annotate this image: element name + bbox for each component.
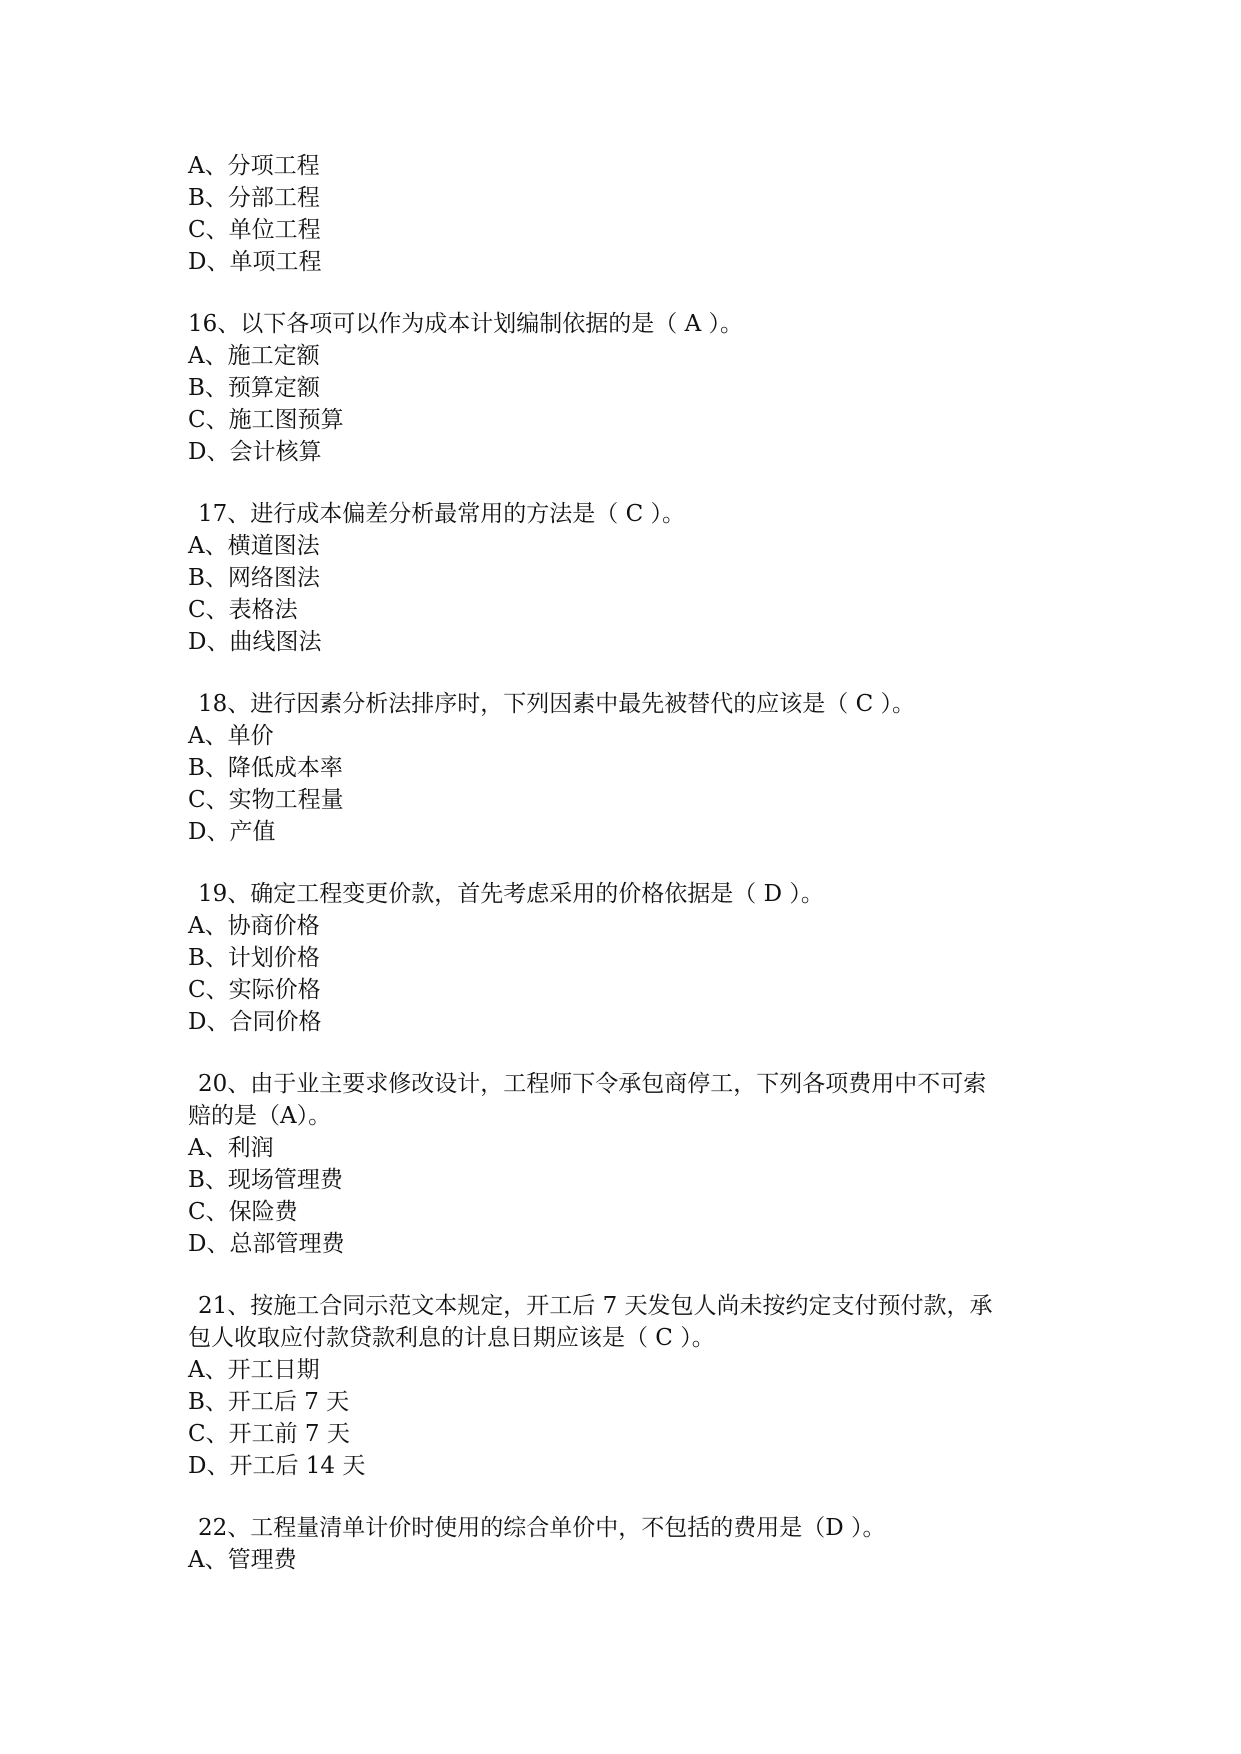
- option-b: B、网络图法: [188, 565, 320, 591]
- option-b: B、分部工程: [188, 185, 320, 211]
- question-block-21: [188, 1290, 1068, 1482]
- option-d: D、开工后 14 天: [188, 1453, 366, 1479]
- option-c: C、保险费: [188, 1199, 298, 1225]
- option-d: D、曲线图法: [188, 629, 322, 655]
- option-b: B、现场管理费: [188, 1167, 343, 1193]
- option-d: D、会计核算: [188, 439, 322, 465]
- option-c: C、实际价格: [188, 977, 321, 1003]
- question-block-17: [188, 498, 1068, 658]
- question-text: 17、进行成本偏差分析最常用的方法是（ C ）。: [198, 501, 685, 527]
- question-text: 16、以下各项可以作为成本计划编制依据的是（ A ）。: [188, 311, 743, 337]
- option-c: C、开工前 7 天: [188, 1421, 350, 1447]
- option-b: B、计划价格: [188, 945, 320, 971]
- question-block-18: [188, 688, 1068, 848]
- option-a: A、横道图法: [188, 533, 320, 559]
- option-d: D、产值: [188, 819, 276, 845]
- option-d: D、单项工程: [188, 249, 322, 275]
- question-text-continued: 包人收取应付款贷款利息的计息日期应该是（ C ）。: [188, 1325, 715, 1351]
- option-b: B、开工后 7 天: [188, 1389, 350, 1415]
- question-list: [188, 150, 1068, 1576]
- option-d: D、合同价格: [188, 1009, 322, 1035]
- question-block-19: [188, 878, 1068, 1038]
- question-text: 20、由于业主要求修改设计，工程师下令承包商停工，下列各项费用中不可索: [198, 1071, 987, 1097]
- question-block-15: [188, 150, 1068, 278]
- option-c: C、单位工程: [188, 217, 321, 243]
- option-b: B、预算定额: [188, 375, 320, 401]
- question-block-22: [188, 1512, 1068, 1576]
- question-text-continued: 赔的是（A）。: [188, 1103, 332, 1129]
- option-a: A、协商价格: [188, 913, 320, 939]
- option-c: C、表格法: [188, 597, 298, 623]
- question-block-16: [188, 308, 1068, 468]
- question-text: 21、按施工合同示范文本规定，开工后 7 天发包人尚未按约定支付预付款，承: [198, 1293, 993, 1319]
- option-a: A、管理费: [188, 1547, 297, 1573]
- option-c: C、施工图预算: [188, 407, 344, 433]
- question-text: 19、确定工程变更价款，首先考虑采用的价格依据是（ D ）。: [198, 881, 824, 907]
- option-a: A、分项工程: [188, 153, 320, 179]
- question-text: 22、工程量清单计价时使用的综合单价中，不包括的费用是（D ）。: [198, 1515, 886, 1541]
- option-a: A、开工日期: [188, 1357, 320, 1383]
- question-text: 18、进行因素分析法排序时，下列因素中最先被替代的应该是（ C ）。: [198, 691, 915, 717]
- option-a: A、施工定额: [188, 343, 320, 369]
- option-b: B、降低成本率: [188, 755, 343, 781]
- option-c: C、实物工程量: [188, 787, 344, 813]
- option-a: A、单价: [188, 723, 274, 749]
- option-a: A、利润: [188, 1135, 274, 1161]
- option-d: D、总部管理费: [188, 1231, 345, 1257]
- question-block-20: [188, 1068, 1068, 1260]
